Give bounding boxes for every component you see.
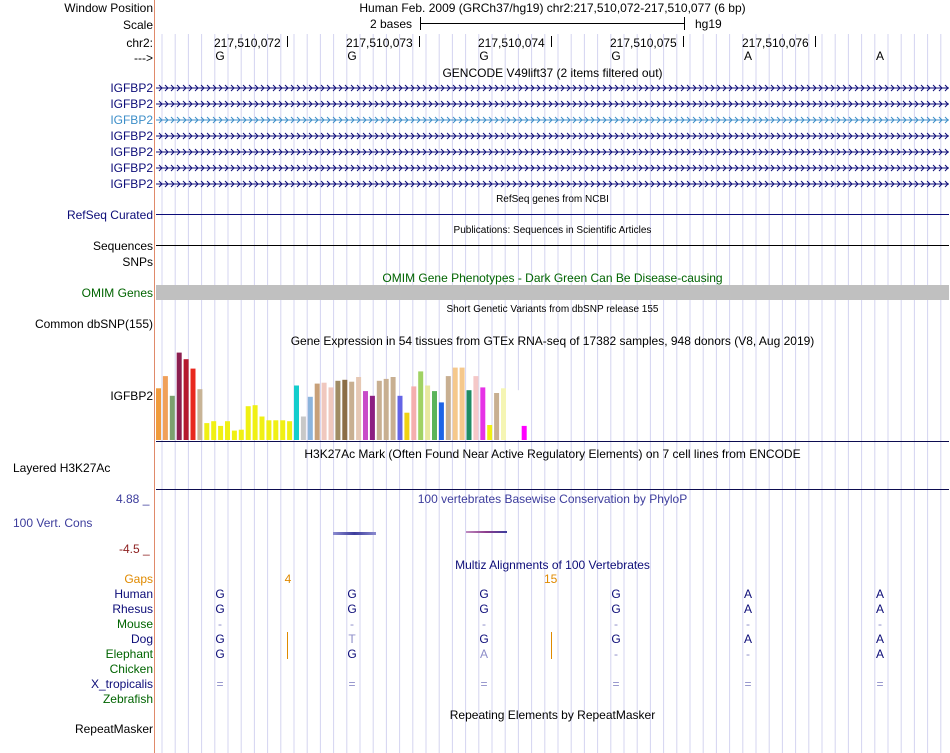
gtex-tissue-bar[interactable] — [453, 368, 458, 440]
scale-bar-right-tick — [684, 17, 685, 30]
gtex-tissue-bar[interactable] — [184, 359, 189, 440]
species-label[interactable]: X_tropicalis — [90, 677, 153, 691]
gtex-tissue-bar[interactable] — [156, 388, 161, 440]
gtex-tissue-bar[interactable] — [287, 421, 292, 440]
gtex-tissue-bar[interactable] — [411, 386, 416, 440]
strand-label: ---> — [134, 51, 153, 65]
aligned-base: - — [746, 617, 750, 631]
gencode-gene-label[interactable]: IGFBP2 — [110, 161, 153, 175]
position-label: 217,510,073 — [346, 36, 413, 50]
aligned-base: = — [744, 677, 752, 691]
sequences-line[interactable] — [156, 245, 949, 246]
h3k27ac-track-label[interactable]: Layered H3K27Ac — [13, 461, 111, 475]
species-label[interactable]: Rhesus — [112, 602, 153, 616]
reference-base: A — [743, 49, 752, 63]
aligned-base: A — [875, 632, 884, 646]
aligned-base: A — [875, 647, 884, 661]
snps-track-label[interactable]: SNPs — [122, 255, 153, 269]
aligned-base: A — [743, 632, 752, 646]
cons-signal-1 — [333, 532, 376, 535]
gtex-tissue-bar[interactable] — [404, 413, 409, 440]
reference-base: G — [611, 49, 621, 63]
reference-base: A — [875, 49, 884, 63]
gtex-tissue-bar[interactable] — [315, 384, 320, 440]
aligned-base: = — [480, 677, 488, 691]
dbsnp-track-title: Short Genetic Variants from dbSNP release 155 — [446, 304, 659, 315]
aligned-base: T — [348, 632, 356, 646]
gtex-tissue-bar[interactable] — [515, 390, 520, 440]
gap-insertion-mark — [287, 647, 288, 659]
gencode-gene-feature[interactable] — [156, 130, 949, 142]
aligned-base: G — [611, 602, 621, 616]
cons-max-label: 4.88 _ — [116, 492, 150, 506]
label-divider — [154, 0, 155, 753]
gtex-tissue-bar[interactable] — [170, 396, 175, 440]
aligned-base: = — [348, 677, 356, 691]
gencode-gene-feature[interactable] — [156, 98, 949, 110]
window-position-value: Human Feb. 2009 (GRCh37/hg19) chr2:217,510,072-217,510,077 (6 bp) — [359, 1, 746, 15]
gtex-tissue-bar[interactable] — [301, 417, 306, 441]
position-label: 217,510,075 — [610, 36, 677, 50]
position-label: 217,510,076 — [742, 36, 809, 50]
gtex-tissue-bar[interactable] — [349, 382, 354, 440]
gtex-tissue-bar[interactable] — [467, 390, 472, 440]
gencode-gene-feature[interactable] — [156, 146, 949, 158]
gencode-track-title: GENCODE V49lift37 (2 items filtered out) — [442, 66, 663, 80]
species-label[interactable]: Dog — [130, 632, 153, 646]
position-tick — [419, 36, 420, 47]
gtex-track-title: Gene Expression in 54 tissues from GTEx RNA-seq of 17382 samples, 948 donors (V8, Aug 2019) — [290, 334, 815, 348]
aligned-base: G — [347, 647, 357, 661]
repeat-track-label[interactable]: RepeatMasker — [74, 722, 153, 736]
gtex-tissue-bar[interactable] — [225, 421, 230, 440]
species-label[interactable]: Chicken — [109, 662, 153, 676]
aligned-base: G — [215, 632, 225, 646]
gtex-tissue-bar[interactable] — [418, 371, 423, 440]
gap-insertion-mark — [551, 632, 552, 647]
gtex-tissue-bar[interactable] — [191, 369, 196, 440]
gtex-tissue-bar[interactable] — [218, 426, 223, 440]
aligned-base: G — [611, 632, 621, 646]
gtex-tissue-bar[interactable] — [473, 376, 478, 440]
gtex-tissue-bar[interactable] — [308, 397, 313, 440]
aligned-base: A — [875, 587, 884, 601]
gtex-tissue-bar[interactable] — [177, 353, 182, 440]
reference-base: G — [215, 49, 225, 63]
aligned-base: A — [479, 647, 488, 661]
aligned-base: - — [614, 617, 618, 631]
gtex-tissue-bar[interactable] — [335, 381, 340, 440]
chr-label: chr2: — [126, 36, 153, 50]
species-label[interactable]: Zebrafish — [102, 692, 153, 706]
gtex-tissue-bar[interactable] — [370, 396, 375, 440]
cons-track-title: 100 vertebrates Basewise Conservation by PhyloP — [417, 492, 688, 506]
gtex-tissue-bar[interactable] — [322, 383, 327, 440]
gap-count: 15 — [544, 572, 558, 586]
dbsnp-track-label[interactable]: Common dbSNP(155) — [34, 317, 153, 331]
aligned-base: A — [743, 602, 752, 616]
gap-count: 4 — [284, 572, 292, 586]
gtex-tissue-bar[interactable] — [494, 393, 499, 440]
species-label[interactable]: Elephant — [105, 647, 153, 661]
refseq-gene-line[interactable] — [156, 214, 949, 215]
sequences-track-label[interactable]: Sequences — [92, 239, 153, 253]
h3k27ac-baseline — [156, 489, 949, 490]
reference-base: G — [479, 49, 489, 63]
aligned-base: G — [479, 587, 489, 601]
gtex-tissue-bar[interactable] — [439, 402, 444, 440]
position-tick — [287, 36, 288, 47]
gtex-tissue-bar[interactable] — [384, 379, 389, 440]
omim-track-label[interactable]: OMIM Genes — [81, 286, 153, 300]
aligned-base: G — [215, 647, 225, 661]
cons-track-label[interactable]: 100 Vert. Cons — [13, 516, 93, 530]
pubs-track-title: Publications: Sequences in Scientific Articles — [453, 225, 652, 236]
cons-signal-2 — [466, 531, 507, 533]
position-tick — [683, 36, 684, 47]
aligned-base: - — [878, 617, 882, 631]
aligned-base: G — [347, 602, 357, 616]
h3k27ac-track-title: H3K27Ac Mark (Often Found Near Active Regulatory Elements) on 7 cell lines from ENCODE — [304, 447, 801, 461]
gtex-tissue-bar[interactable] — [329, 387, 334, 440]
scale-text: 2 bases — [370, 17, 413, 31]
gtex-tissue-bar[interactable] — [246, 406, 251, 440]
gtex-tissue-bar[interactable] — [239, 430, 244, 440]
omim-track-title: OMIM Gene Phenotypes - Dark Green Can Be Disease-causing — [382, 271, 723, 285]
gaps-label[interactable]: Gaps — [124, 572, 153, 586]
gtex-tissue-bar[interactable] — [273, 420, 278, 440]
gtex-tissue-bar[interactable] — [480, 387, 485, 440]
gencode-gene-label[interactable]: IGFBP2 — [110, 113, 153, 127]
species-label[interactable]: Human — [114, 587, 153, 601]
gtex-baseline — [156, 441, 949, 442]
cons-min-label: -4.5 _ — [119, 542, 150, 556]
species-label[interactable]: Mouse — [116, 617, 153, 631]
gencode-gene-feature[interactable] — [156, 162, 949, 174]
gtex-tissue-bar[interactable] — [432, 391, 437, 440]
gtex-tissue-bar[interactable] — [211, 421, 216, 440]
position-tick — [551, 36, 552, 47]
gtex-tissue-bar[interactable] — [425, 386, 430, 441]
gtex-tissue-bar[interactable] — [294, 386, 299, 441]
gap-insertion-mark — [551, 647, 552, 659]
gencode-gene-label[interactable]: IGFBP2 — [110, 81, 153, 95]
aligned-base: G — [215, 587, 225, 601]
gtex-tissue-bar[interactable] — [391, 377, 396, 440]
scale-bar-left-tick — [420, 17, 421, 30]
aligned-base: - — [350, 617, 354, 631]
aligned-base: = — [612, 677, 620, 691]
gencode-gene-label[interactable]: IGFBP2 — [110, 129, 153, 143]
gtex-expression-chart[interactable] — [156, 346, 536, 440]
gencode-gene-feature[interactable] — [156, 82, 949, 94]
gtex-tissue-bar[interactable] — [522, 426, 527, 440]
gtex-tissue-bar[interactable] — [280, 420, 285, 440]
gencode-gene-label[interactable]: IGFBP2 — [110, 97, 153, 111]
position-label: 217,510,074 — [478, 36, 545, 50]
gencode-gene-feature[interactable] — [156, 114, 949, 126]
gtex-tissue-bar[interactable] — [377, 381, 382, 440]
gtex-tissue-bar[interactable] — [487, 425, 492, 440]
gencode-gene-label[interactable]: IGFBP2 — [110, 145, 153, 159]
aligned-base: - — [746, 647, 750, 661]
gtex-tissue-bar[interactable] — [460, 368, 465, 440]
aligned-base: G — [479, 602, 489, 616]
window-position-label: Window Position — [64, 1, 153, 15]
gencode-gene-feature[interactable] — [156, 178, 949, 190]
aligned-base: G — [479, 632, 489, 646]
gtex-tissue-bar[interactable] — [446, 376, 451, 440]
aligned-base: G — [611, 587, 621, 601]
gtex-tissue-bar[interactable] — [342, 380, 347, 440]
aligned-base: G — [347, 587, 357, 601]
aligned-base: = — [216, 677, 224, 691]
aligned-base: A — [875, 602, 884, 616]
aligned-base: G — [215, 602, 225, 616]
aligned-base: - — [482, 617, 486, 631]
gtex-tissue-bar[interactable] — [260, 417, 265, 441]
scale-assembly: hg19 — [695, 17, 722, 31]
multiz-track-title: Multiz Alignments of 100 Vertebrates — [455, 558, 650, 572]
position-tick — [815, 36, 816, 47]
gencode-gene-label[interactable]: IGFBP2 — [110, 177, 153, 191]
aligned-base: - — [218, 617, 222, 631]
gtex-tissue-bar[interactable] — [253, 405, 258, 440]
gtex-track-label[interactable]: IGFBP2 — [110, 389, 153, 403]
gap-insertion-mark — [287, 632, 288, 647]
scale-bar — [420, 23, 684, 24]
gtex-tissue-bar[interactable] — [398, 396, 403, 440]
gtex-tissue-bar[interactable] — [266, 420, 271, 440]
gtex-tissue-bar[interactable] — [163, 376, 168, 440]
gtex-tissue-bar[interactable] — [363, 391, 368, 440]
gtex-tissue-bar[interactable] — [501, 388, 506, 440]
refseq-track-title: RefSeq genes from NCBI — [496, 194, 609, 205]
gtex-tissue-bar[interactable] — [232, 431, 237, 440]
gtex-tissue-bar[interactable] — [356, 377, 361, 440]
aligned-base: - — [614, 647, 618, 661]
reference-base: G — [347, 49, 357, 63]
scale-label: Scale — [122, 18, 153, 32]
repeat-track-title: Repeating Elements by RepeatMasker — [449, 708, 656, 722]
position-label: 217,510,072 — [214, 36, 281, 50]
gtex-tissue-bar[interactable] — [204, 423, 209, 440]
aligned-base: = — [876, 677, 884, 691]
aligned-base: A — [743, 587, 752, 601]
omim-gene-bar[interactable] — [156, 285, 949, 300]
refseq-track-label[interactable]: RefSeq Curated — [66, 208, 153, 222]
gtex-tissue-bar[interactable] — [508, 386, 513, 440]
gtex-tissue-bar[interactable] — [197, 389, 202, 440]
